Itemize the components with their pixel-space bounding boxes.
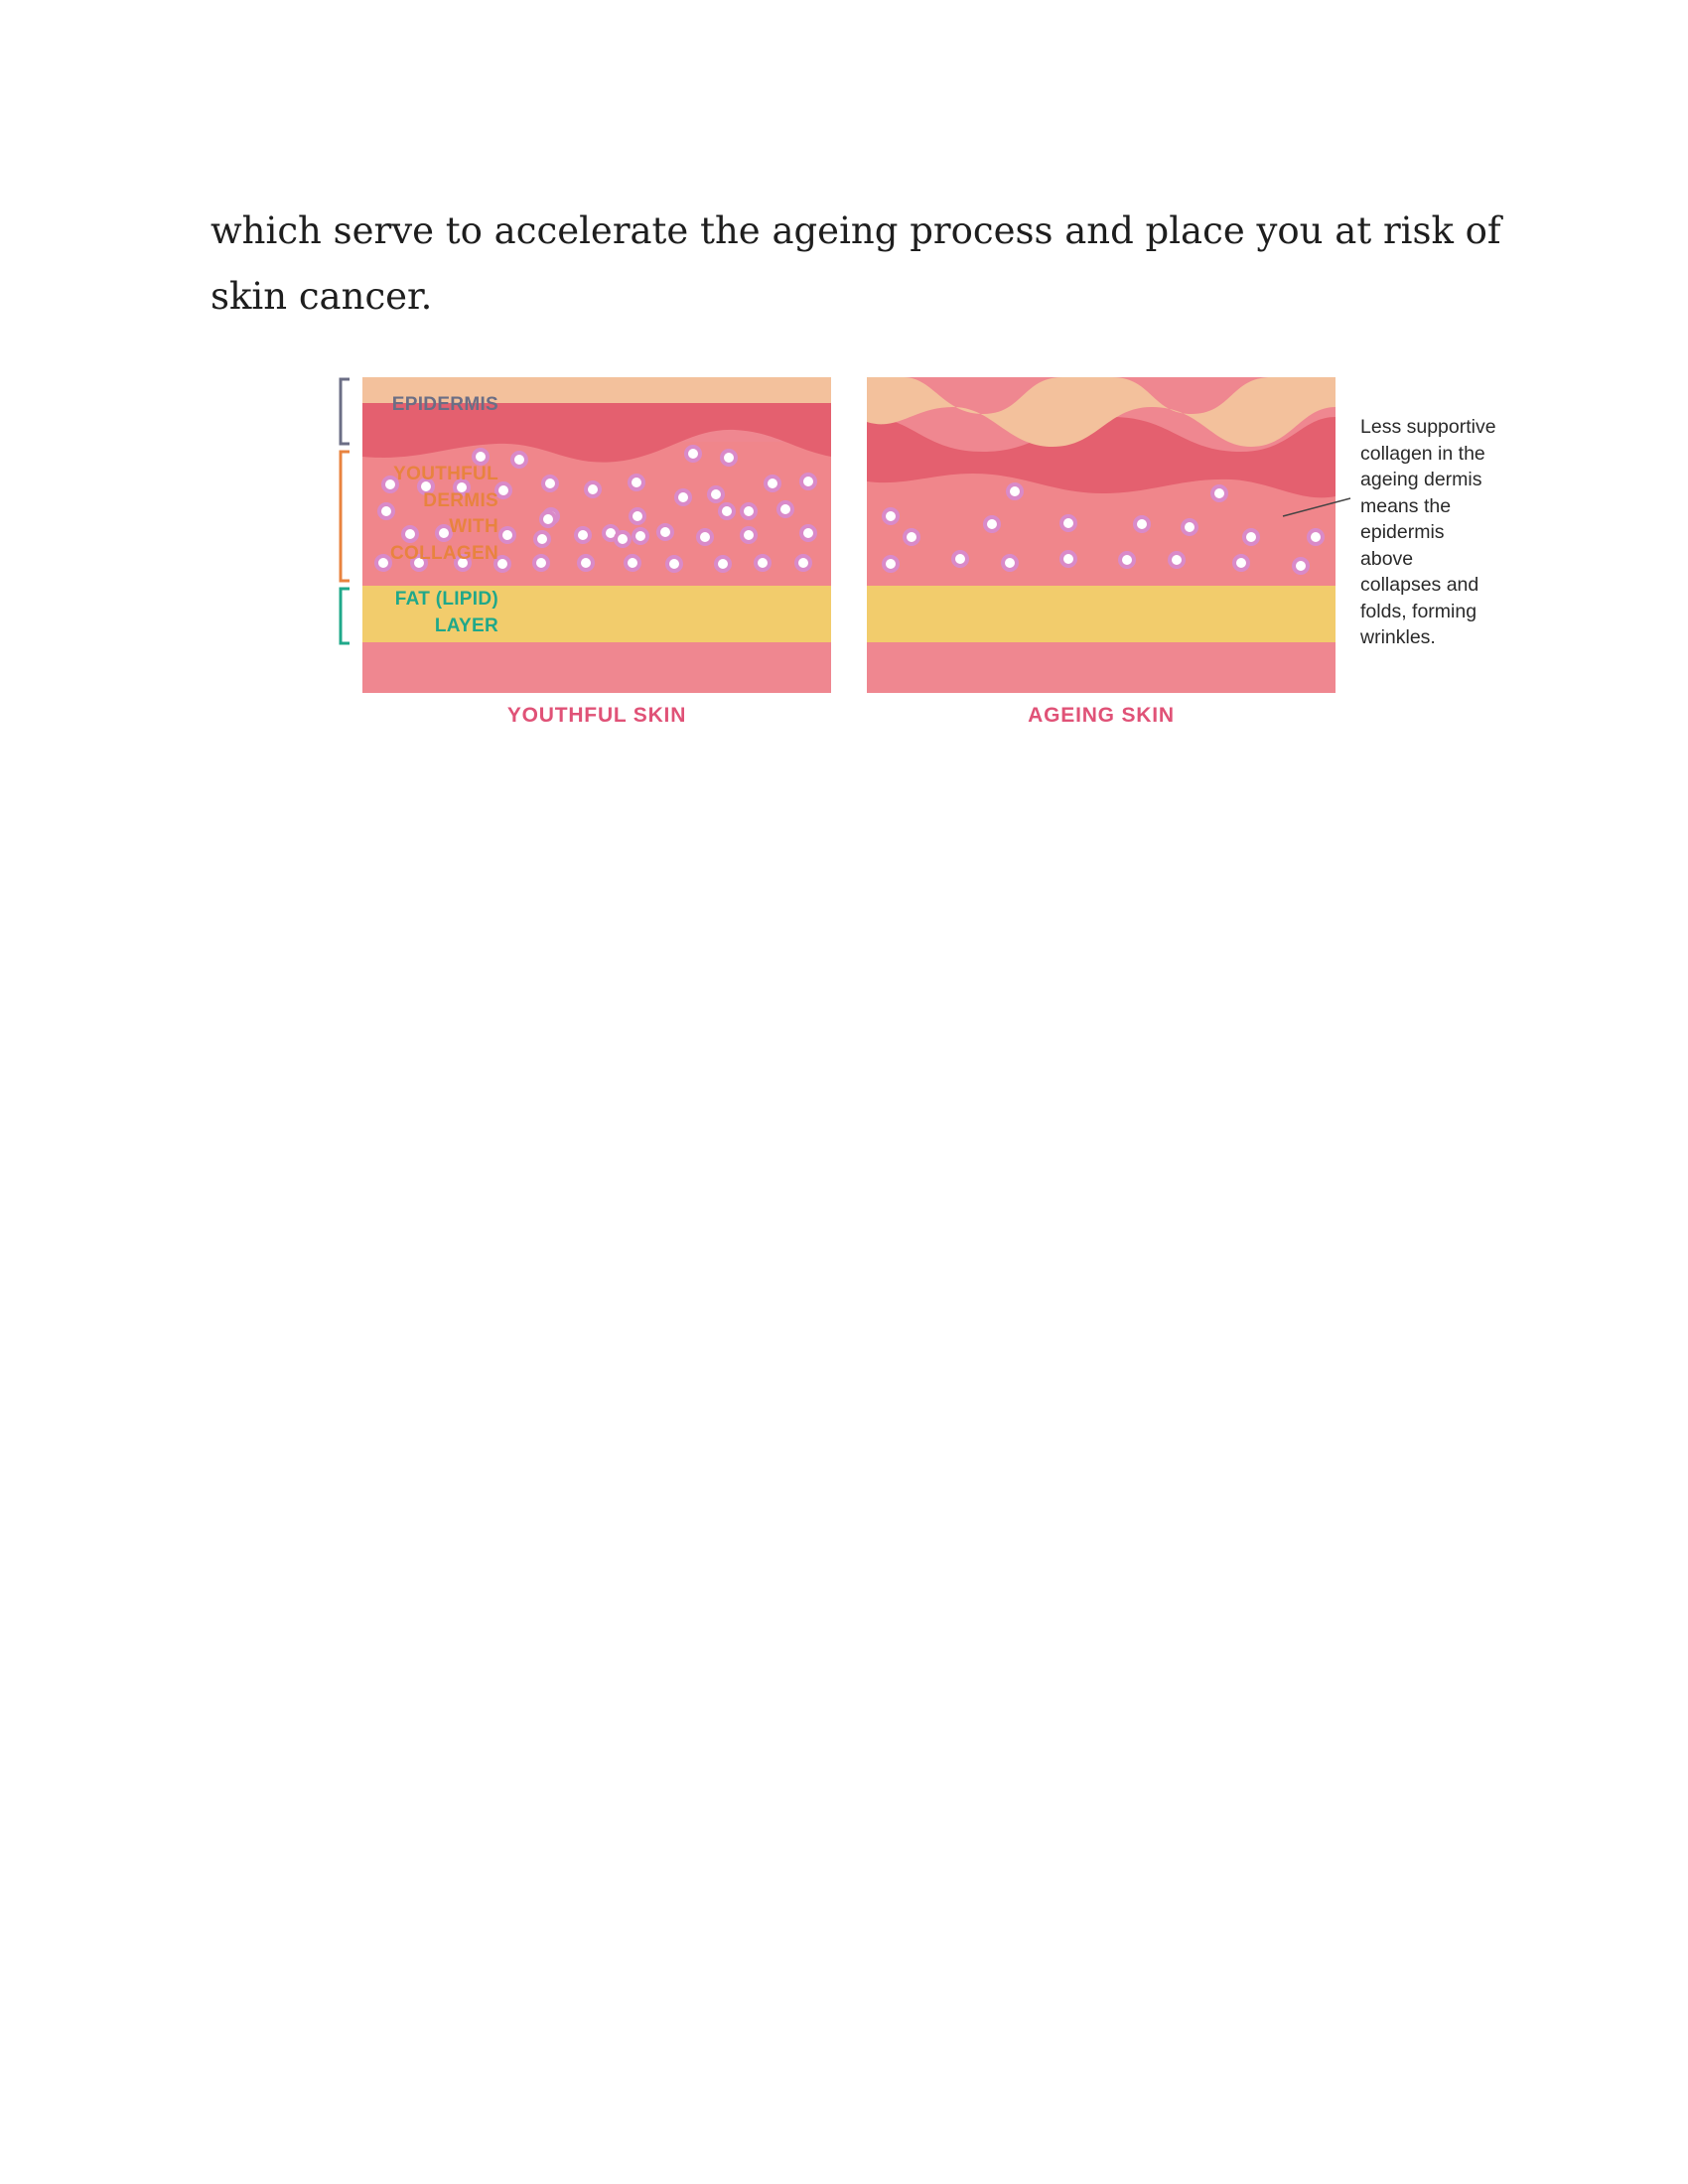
collagen-dot (686, 447, 700, 461)
collagen-dot (1183, 520, 1196, 534)
fat-label-line: LAYER (434, 614, 498, 636)
collagen-dot (766, 477, 779, 490)
collagen-dot (500, 528, 514, 542)
collagen-dot (801, 526, 815, 540)
skin-ageing-figure (199, 362, 1499, 750)
collagen-dot (512, 453, 526, 467)
collagen-dot (658, 525, 672, 539)
collagen-dot (756, 556, 770, 570)
dermis-label-line: WITH (449, 516, 498, 537)
fat-label-line: FAT (LIPID) (394, 589, 498, 610)
collagen-dot (884, 509, 898, 523)
ageing-skin-panel (867, 377, 1350, 693)
dermis-label-line: COLLAGEN (389, 542, 498, 564)
collagen-dot (1234, 556, 1248, 570)
collagen-dot (801, 475, 815, 488)
collagen-dot (579, 556, 593, 570)
collagen-dot (1309, 530, 1323, 544)
collagen-dot (1061, 516, 1075, 530)
collagen-dot (576, 528, 590, 542)
collagen-dot (626, 556, 639, 570)
collagen-dot (667, 557, 681, 571)
collagen-dot (586, 482, 600, 496)
dermis-bracket (341, 452, 350, 581)
collagen-dot (698, 530, 712, 544)
collagen-dot (1244, 530, 1258, 544)
collagen-dot (496, 483, 510, 497)
collagen-dot (953, 552, 967, 566)
collagen-dot (676, 490, 690, 504)
collagen-dot (716, 557, 730, 571)
collagen-dot (905, 530, 918, 544)
collagen-dot (778, 502, 792, 516)
collagen-dot (722, 451, 736, 465)
ageing-annotation: Less supportive collagen in the ageing dermis means the epidermis above collapses and folds, forming wrinkles. (1360, 416, 1496, 648)
collagen-dot (535, 532, 549, 546)
collagen-dot (1170, 553, 1184, 567)
collagen-dot (742, 504, 756, 518)
body-paragraph: which serve to accelerate the ageing process and place you at risk of skin cancer. (211, 209, 1501, 318)
collagen-dot (543, 477, 557, 490)
collagen-dot (796, 556, 810, 570)
epidermis-label: EPIDERMIS (391, 394, 498, 415)
epidermis-bracket (341, 379, 350, 444)
collagen-dot (742, 528, 756, 542)
collagen-dot (1120, 553, 1134, 567)
fat-layer-label (379, 587, 498, 639)
collagen-dot (720, 504, 734, 518)
collagen-dot (541, 512, 555, 526)
collagen-dot (1003, 556, 1017, 570)
fat-bracket (341, 589, 350, 643)
dermis-label-line: DERMIS (423, 489, 498, 511)
collagen-dot (630, 476, 643, 489)
collagen-dot (1008, 484, 1022, 498)
youthful-skin-caption: YOUTHFUL SKIN (506, 704, 687, 727)
collagen-dot (884, 557, 898, 571)
collagen-dot (534, 556, 548, 570)
collagen-dot (709, 487, 723, 501)
collagen-dot (1294, 559, 1308, 573)
collagen-dot (985, 517, 999, 531)
collagen-dot (633, 529, 647, 543)
dermis-label-line: YOUTHFUL (393, 464, 498, 484)
collagen-dot (616, 532, 630, 546)
collagen-dot (1135, 517, 1149, 531)
collagen-dot (1061, 552, 1075, 566)
collagen-dot (1212, 486, 1226, 500)
ageing-fat-layer (867, 586, 1336, 642)
dermis-label (379, 462, 498, 567)
ageing-skin-caption: AGEING SKIN (1028, 704, 1175, 727)
collagen-dot (631, 509, 644, 523)
